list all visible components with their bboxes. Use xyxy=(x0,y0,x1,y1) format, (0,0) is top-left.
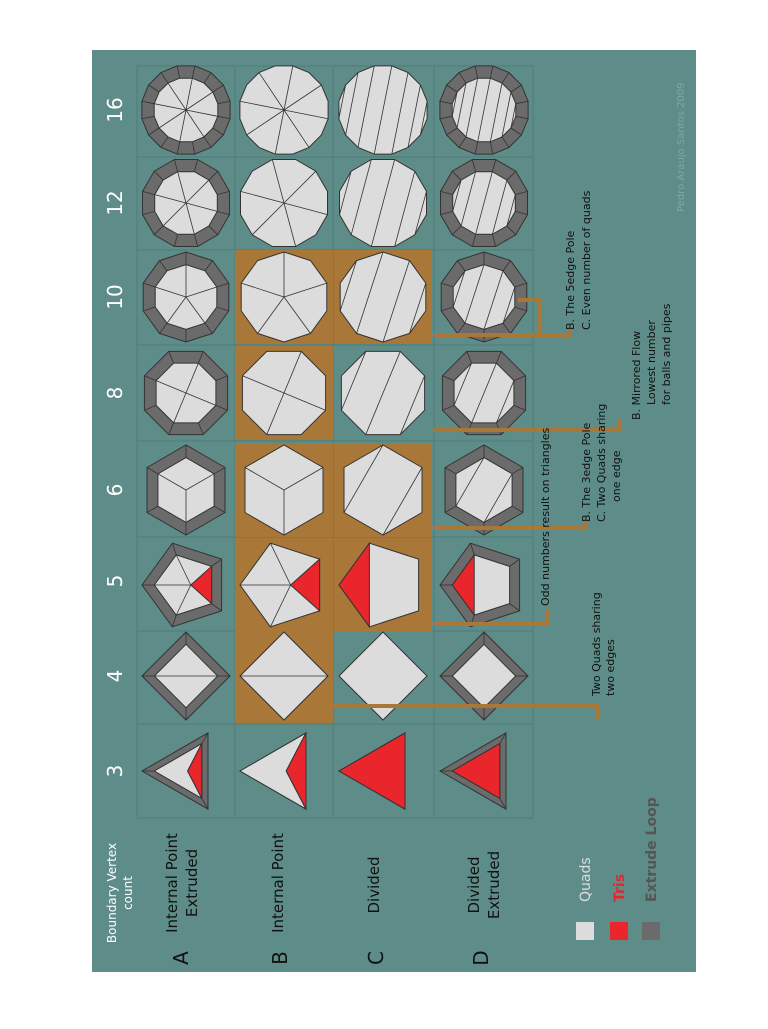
shape-b-8 xyxy=(242,351,325,434)
shape-d-12 xyxy=(441,160,528,247)
row-c-label-line1: Divided xyxy=(365,856,383,914)
credit-text: Pedro Araujo Santos 2009 xyxy=(676,82,687,212)
shape-c-12 xyxy=(340,160,427,247)
column-label-5: 5 xyxy=(103,574,127,588)
note-col6-line1: B. The 3edge Pole xyxy=(580,422,593,522)
face-fill xyxy=(453,265,515,330)
note-col8-line2: Lowest number xyxy=(645,320,658,405)
column-label-6: 6 xyxy=(103,483,127,497)
column-label-16: 16 xyxy=(103,97,127,123)
column-label-4: 4 xyxy=(103,669,127,683)
legend-extrude-label: Extrude Loop xyxy=(644,797,660,902)
row-a-label-line2: Extruded xyxy=(183,848,201,918)
note-col10-line1: B. The 5edge Pole xyxy=(564,230,577,330)
shape-c-16 xyxy=(339,66,427,154)
row-letter-a: A xyxy=(169,951,193,965)
note-col10-line2: C. Even number of quads xyxy=(580,190,593,330)
note-col5: Odd numbers result on triangles xyxy=(539,427,552,606)
shape-a-10 xyxy=(143,252,229,342)
shape-c-10 xyxy=(340,252,426,342)
row-a-label-line1: Internal Point xyxy=(163,833,181,933)
shape-a-12 xyxy=(143,160,230,247)
note-col6-line2: C. Two Quads sharing xyxy=(595,403,608,522)
shape-b-16 xyxy=(240,66,328,154)
column-label-12: 12 xyxy=(103,190,127,216)
column-label-10: 10 xyxy=(103,284,127,310)
row-letter-d: D xyxy=(469,950,493,966)
face-fill xyxy=(340,252,426,342)
shape-a-16 xyxy=(142,66,230,154)
note-col4-line2: two edges xyxy=(604,639,617,696)
shape-d-16 xyxy=(440,66,528,154)
legend-tris-swatch xyxy=(610,922,628,940)
row-d-label-line1: Divided xyxy=(465,856,483,914)
boundary-label-line2: count xyxy=(121,876,135,910)
note-col8-line3: for balls and pipes xyxy=(660,303,673,405)
column-label-3: 3 xyxy=(103,764,127,778)
boundary-label-line1: Boundary Vertex xyxy=(105,842,119,944)
shape-c-8 xyxy=(341,351,424,434)
shape-a-8 xyxy=(144,351,227,434)
row-letter-c: C xyxy=(364,951,388,965)
note-col4-line1: Two Quads sharing xyxy=(590,592,603,696)
row-letter-b: B xyxy=(268,951,292,965)
note-col6-line3: one edge xyxy=(610,450,623,502)
legend-extrude-swatch xyxy=(642,922,660,940)
legend-quads-label: Quads xyxy=(578,857,594,902)
row-d-label-line2: Extruded xyxy=(485,850,503,920)
legend-tris-label: Tris xyxy=(612,873,628,902)
shape-d-8 xyxy=(442,351,525,434)
legend-quads-swatch xyxy=(576,922,594,940)
column-label-8: 8 xyxy=(103,386,127,400)
shape-d-10 xyxy=(441,252,527,342)
shape-b-12 xyxy=(241,160,328,247)
note-col8-line1: B. Mirrored Flow xyxy=(630,330,643,420)
shape-b-10 xyxy=(241,252,327,342)
row-b-label-line1: Internal Point xyxy=(269,833,287,933)
